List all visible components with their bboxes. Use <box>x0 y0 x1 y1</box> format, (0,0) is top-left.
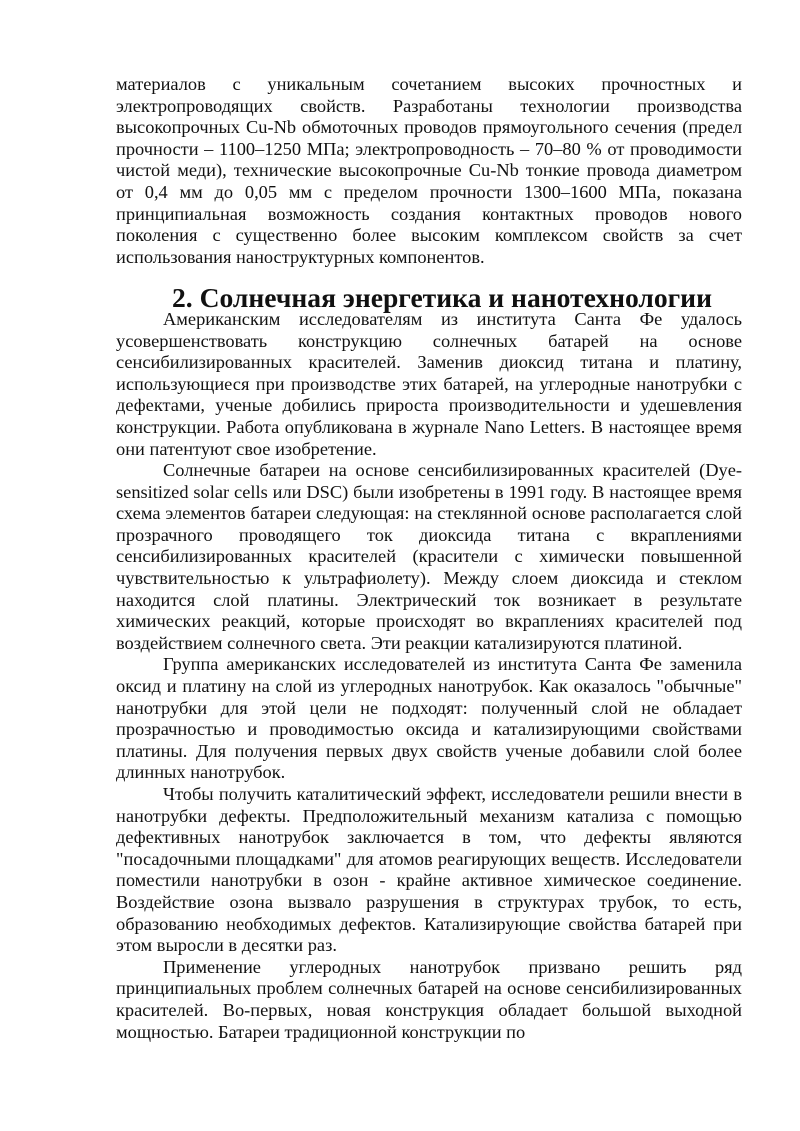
paragraph-2: Солнечные батареи на основе сенсибилизированных красителей (Dye-sensitized solar cells или DSC) были изобретены в 1991 году. В настоящее время схема элементов батареи следующая: на стеклянной основе располагается слой прозрачного проводящего ток диоксида титана с вкраплениями сенсибилизированных красителей (красители с химически повышенной чувствительностью к ультрафиолету). Между слоем диоксида и стеклом находится слой платины. Электрический ток возникает в результате химических реакций, которые происходят во вкраплениях красителей под воздействием солнечного света. Эти реакции катализируются платиной. <box>116 460 742 653</box>
paragraph-1: Американским исследователям из института Санта Фе удалось усовершенствовать конструкцию солнечных батарей на основе сенсибилизированных красителей. Заменив диоксид титана и платину, использующиеся при производстве этих батарей, на углеродные нанотрубки с дефектами, ученые добились прироста производительности и удешевления конструкции. Работа опубликована в журнале Nano Letters. В настоящее время они патентуют свое изобретение. <box>116 308 742 459</box>
paragraph-4: Чтобы получить каталитический эффект, исследователи решили внести в нанотрубки дефекты. Предположительный механизм катализа с помощью дефективных нанотрубок заключается в том, что дефекты являются "посадочными площадками" для атомов реагирующих веществ. Исследователи поместили нанотрубки в озон - крайне активное химическое соединение. Воздействие озона вызвало разрушения в структурах трубок, то есть, образованию необходимых дефектов. Катализирующие свойства батарей при этом выросли в десятки раз. <box>116 784 742 956</box>
continued-paragraph: материалов с уникальным сочетанием высоких прочностных и электропроводящих свойств. Разработаны технологии производства высокопрочных Cu-Nb обмоточных проводов прямоугольного сечения (предел прочности – 1100–1250 МПа; электропроводность – 70–80 % от проводимости чистой меди), технические высокопрочные Cu-Nb тонкие провода диаметром от 0,4 мм до 0,05 мм с пределом прочности 1300–1600 МПа, показана принципиальная возможность создания контактных проводов нового поколения с существенно более высоким комплексом свойств за счет использования наноструктурных компонентов. <box>116 74 742 267</box>
paragraph-5: Применение углеродных нанотрубок призвано решить ряд принципиальных проблем солнечных батарей на основе сенсибилизированных красителей. Во-первых, новая конструкция обладает большой выходной мощностью. Батареи традиционной конструкции по <box>116 956 742 1042</box>
document-page <box>116 74 742 1043</box>
section-heading: 2. Солнечная энергетика и нанотехнологии <box>172 282 712 314</box>
paragraph-3: Группа американских исследователей из института Санта Фе заменила оксид и платину на слой из углеродных нанотрубок. Как оказалось "обычные" нанотрубки для этой цели не подходят: полученный слой не обладает прозрачностью и проводимостью оксида и катализирующими свойствами платины. Для получения первых двух свойств ученые добавили слой более длинных нанотрубок. <box>116 654 742 783</box>
